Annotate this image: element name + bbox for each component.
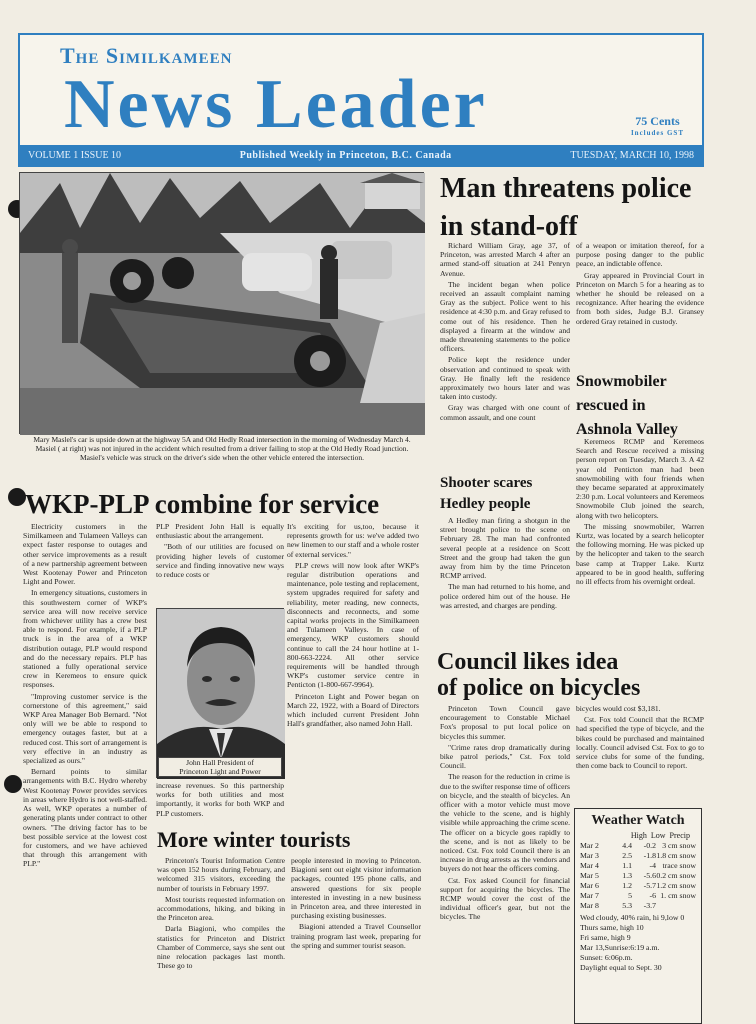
paragraph: The man had returned to his home, and police ordered him out of the house. He was arrested, and charges are pending. [440, 582, 570, 610]
tourists-column-1 [157, 856, 285, 1006]
weather-row [580, 901, 696, 911]
paragraph: Richard William Gray, age 37, of Princeton, was arrested March 4 after an armed stand-off situation at 241 Penryn Avenue. [440, 241, 570, 278]
paragraph: In emergency situations, customers in this southwestern corner of WKP's service area will now receive service from whichever utility has a crew best able to respond. For example, if a PLP truck is in the area of a WKP distribution outage, PLP would respond and do the necessary repairs. PLP has stationed a fully operational service crew in Keremeos to ensure quick responses. [23, 588, 147, 690]
masthead-small-title: The Similkameen [60, 43, 233, 68]
weather-row [580, 861, 696, 871]
weather-high: 1.3 [622, 871, 632, 880]
weather-row [580, 891, 696, 901]
paragraph: The missing snowmobiler, Warren Kurtz, was located by a search helicopter the following morning. He was picked up by the helicopter and taken to the search base camp at Trapper Lake. Kurtz appeared to be in good health, suffering no ill effects from his overnight ordeal. [576, 521, 704, 587]
weather-precip: trace snow [662, 861, 696, 870]
snowmobiler-body [576, 437, 704, 641]
weather-header: High Low Precip [630, 831, 690, 840]
paragraph: of a weapon or imitation thereof, for a purpose posing danger to the public peace, an indictable offence. [576, 241, 704, 269]
weather-row [580, 881, 696, 891]
accident-photo [19, 172, 424, 434]
paragraph: PLP President John Hall is equally enthusiastic about the arrangement. [156, 522, 284, 541]
paragraph: Biagioni attended a Travel Counsellor training program last week, preparing for the spring and summer tourist season. [291, 922, 421, 950]
paragraph: Keremeos RCMP and Keremeos Search and Rescue received a missing person report on Tuesday, March 3. A 42 year old Penticton man had been snowmobiling with four friends when they became separated at approximately 2:30 p.m. Local volunteers and Keremeos Snowmobile Club joined the search, along with two helicopters. [576, 437, 704, 520]
paragraph: people interested in moving to Princeton. Biagioni sent out eight visitor information packages, counted 195 phone calls, and answered questions for six people interested in investing in a new business in Princeton area, and three interested in purchasing existing businesses. [291, 856, 421, 921]
standoff-column-1 [440, 241, 570, 471]
portrait-image [157, 609, 285, 779]
paragraph: The reason for the reduction in crime is due to the swifter response time of officers on bicycle, and the stealth of bicycles. An officer with a motor vehicle must move the vehicle to the scene, and is highly visible while approaching the crime scene. The officer on a bicycle goes rapidly to the scene, and is not as likely to be noticed. Cst. Fox told Council there is an increase in drug arrests as the vendors and buyers do not hear the officers coming. [440, 772, 570, 874]
weather-high: 2.5 [622, 851, 632, 860]
paragraph: Most tourists requested information on accommodations, hiking, and biking in the Princeton area. [157, 894, 285, 923]
masthead [18, 33, 704, 167]
john-hall-portrait [156, 608, 284, 778]
weather-title: Weather Watch [591, 813, 685, 828]
paragraph: Princeton Light and Power began on March 22, 1922, with a Board of Directors which included current President John Hall's grandfather, also named John Hall. [287, 691, 419, 729]
weather-date: Mar 3 [580, 851, 599, 860]
weather-watch-box [574, 808, 702, 1024]
wkp-column-2-bottom [156, 781, 284, 821]
tourists-headline: More winter tourists [157, 827, 351, 852]
paragraph: A Hedley man firing a shotgun in the street brought police to the scene on February 28. The man had confronted several people at a residence on Scott Street and the group had taken the gun away from him by the time Princeton RCMP arrived. [440, 516, 570, 581]
paragraph: Gray was charged with one count of common assault, and one count [440, 403, 570, 422]
weather-date: Mar 2 [580, 841, 599, 850]
paragraph: Bernard points to similar arrangements with B.C. Hydro whereby West Kootenay Power provides services in areas where Hydro is not well-staffed. As well, WKP operates a number of generating plants under contract to other owners. "The driving factor has to be best possible service at the lowest cost for customers, and we have achieved that through this arrangement with PLP." [23, 767, 147, 869]
portrait-caption [158, 757, 282, 777]
wkp-column-2-top [156, 522, 284, 604]
paragraph: "Both of our utilities are focused on providing higher levels of customer service and finding innovative new ways to reduce costs or [156, 542, 284, 580]
paragraph: "Crime rates drop dramatically during bike patrol periods," Cst. Fox told Council. [440, 742, 570, 771]
council-headline-line-2: of police on bicycles [437, 675, 641, 701]
shooter-body [440, 516, 570, 644]
weather-low: -0.2 [643, 841, 656, 850]
overturned-car-image [20, 173, 425, 435]
masthead-info-bar [20, 145, 702, 165]
shooter-headline: Shooter scares Hedley people [440, 475, 533, 512]
weather-precip: 3 cm snow [662, 841, 696, 850]
forecast-line: Mar 13,Sunrise:6:19 a.m. [580, 943, 660, 952]
weather-high: 5.3 [622, 901, 632, 910]
forecast-line: Sunset: 6:06p.m. [580, 953, 633, 962]
weather-low: -5.6 [643, 871, 656, 880]
punch-hole-icon [4, 775, 22, 793]
weather-low: -4 [649, 861, 656, 870]
forecast-line: Daylight equal to Sept. 30 [580, 963, 662, 972]
paragraph: The incident began when police received an assault complaint naming Gray as the subject. Police went to his residence at 4:30 p.m. and Gray refused to come out of his residence. Then he displayed a firearm at the window and made threatening statements to the police officers. [440, 279, 570, 354]
standoff-headline: Man threatens police in stand-off [440, 173, 692, 242]
price: 75 Cents [635, 114, 680, 128]
tourists-column-2 [291, 856, 421, 1006]
wkp-column-1 [23, 522, 147, 869]
weather-low: -5.7 [643, 881, 656, 890]
weather-low: -1.8 [643, 851, 656, 860]
weather-date: Mar 7 [580, 891, 599, 900]
paragraph: Police kept the residence under observation and continued to speak with Gray. He finally left the residence approximately two hours later and was taken into custody. [440, 355, 570, 402]
paragraph: Gray appeared in Provincial Court in Princeton on March 5 for a hearing as to whether he should be released on a recognizance. After hearing the evidence from both sides, Judge B.J. Gransey ordered Gray retained in custody. [576, 270, 704, 326]
council-headline-line-1: Council likes idea [437, 649, 619, 675]
weather-row [580, 851, 696, 861]
weather-row [580, 841, 696, 851]
weather-high: 5 [628, 891, 632, 900]
forecast-line: Wed cloudy, 40% rain, hi 9,low 0 [580, 913, 685, 922]
council-column-2 [576, 704, 704, 804]
weather-date: Mar 6 [580, 881, 599, 890]
wkp-column-3 [287, 522, 419, 822]
paragraph: Electricity customers in the Similkameen and Tulameen Valleys can expect faster response to outages and other service improvements as a result of a new partnership agreement between West Kootenay Power and Princeton Light and Power. [23, 522, 147, 587]
wkp-headline: WKP-PLP combine for service [25, 489, 380, 519]
paragraph: Cst. Fox told Council that the RCMP had specified the type of bicycle, and the bikes could be purchased and maintained locally. Council advised Cst. Fox to go to service clubs for some of the funding, then come back to Council to report. [576, 715, 704, 771]
publication-info: Published Weekly in Princeton, B.C. Canada [239, 149, 452, 161]
standoff-column-2 [576, 241, 704, 369]
paragraph: It's exciting for us,too, because it represents growth for us: we've added two new linemen to our staff and a whole roster of external services." [287, 522, 419, 559]
weather-low: -3.7 [643, 901, 656, 910]
weather-high: 4.4 [622, 841, 632, 850]
price-note: Includes GST [630, 129, 684, 137]
forecast-line: Fri same, high 9 [580, 933, 631, 942]
weather-date: Mar 4 [580, 861, 599, 870]
weather-date: Mar 8 [580, 901, 599, 910]
portrait-caption-line-2: Princeton Light and Power [179, 767, 261, 776]
portrait-caption-line-1: John Hall President of [186, 758, 254, 767]
snowmobiler-headline: Snowmobiler rescued in Ashnola Valley [576, 373, 678, 438]
issue-date: TUESDAY, MARCH 10, 1998 [570, 149, 694, 161]
punch-hole-icon [8, 488, 26, 506]
accident-photo-caption: Mary Maslel's car is upside down at the highway 5A and Old Hedly Road intersection in the morning of Wednesday March 4. Masiel ( at right) was not injured in the accident which resulted from a driver failing to stop at the Old Hedly Road junction. Masiel's vehicle was struck on the driver's side when the other vehicle entered the intersection. [33, 435, 411, 462]
paragraph: Darla Biagioni, who compiles the statistics for Princeton and District Chamber of Commerce, says she sent out nine relocation packages last month. These go to [157, 924, 285, 971]
paragraph: "Improving customer service is the cornerstone of this agreement," said WKP Area Manager Bob Bernard. "Not only will we be able to respond to emergency outages faster, but at a reduced cost. This sort of arrangement is very effective in an industry as specialized as ours." [23, 691, 147, 766]
weather-low: -6 [649, 891, 656, 900]
masthead-title: News Leader [64, 66, 488, 143]
paragraph: Princeton's Tourist Information Centre was open 152 hours during February, and welcomed 315 visitors, exceeding the number of tourists in February 1997. [157, 856, 285, 893]
weather-row [580, 871, 696, 881]
weather-precip: 0.2 cm snow [656, 871, 696, 880]
council-column-1 [440, 704, 570, 1022]
weather-date: Mar 5 [580, 871, 599, 880]
weather-precip [656, 901, 696, 911]
price-box [631, 115, 684, 139]
weather-precip: 1.8 cm snow [656, 851, 696, 860]
weather-precip: 1.2 cm snow [656, 881, 696, 890]
paragraph: Cst. Fox asked Council for financial support for acquiring the bicycles. The RCMP would cover the cost of the individual officer's gear, but not the bicycles. The [440, 875, 570, 922]
weather-high: 1.1 [622, 861, 632, 870]
weather-precip: 1. cm snow [660, 891, 696, 900]
forecast-line: Thurs same, high 10 [580, 923, 644, 932]
volume-issue: VOLUME 1 ISSUE 10 [28, 149, 122, 161]
weather-high: 1.2 [622, 881, 632, 890]
paragraph: Princeton Town Council gave encouragement to Constable Michael Fox's proposal to put local police on bicycles this summer. [440, 704, 570, 741]
paragraph: PLP crews will now look after WKP's regular distribution operations and maintenance, pole testing and replacement, system upgrades required for safety and reliability, meter reading, new connects, disconnects and reconnects, and some capital works projects in the Similkameen and Tulameen Valleys. In case of emergency, WKP customers should continue to call the 24 hour hotline at 1-800-663-2224. All other service requirements will be handled through WKP's customer service centre in Penticton (1-800-667-9964). [287, 560, 419, 690]
paragraph: increase revenues. So this partnership works for both utilities and most importantly, it works for both WKP and PLP customers. [156, 781, 284, 818]
weather-forecast [580, 913, 696, 973]
paragraph: bicycles would cost $3,181. [576, 704, 661, 713]
